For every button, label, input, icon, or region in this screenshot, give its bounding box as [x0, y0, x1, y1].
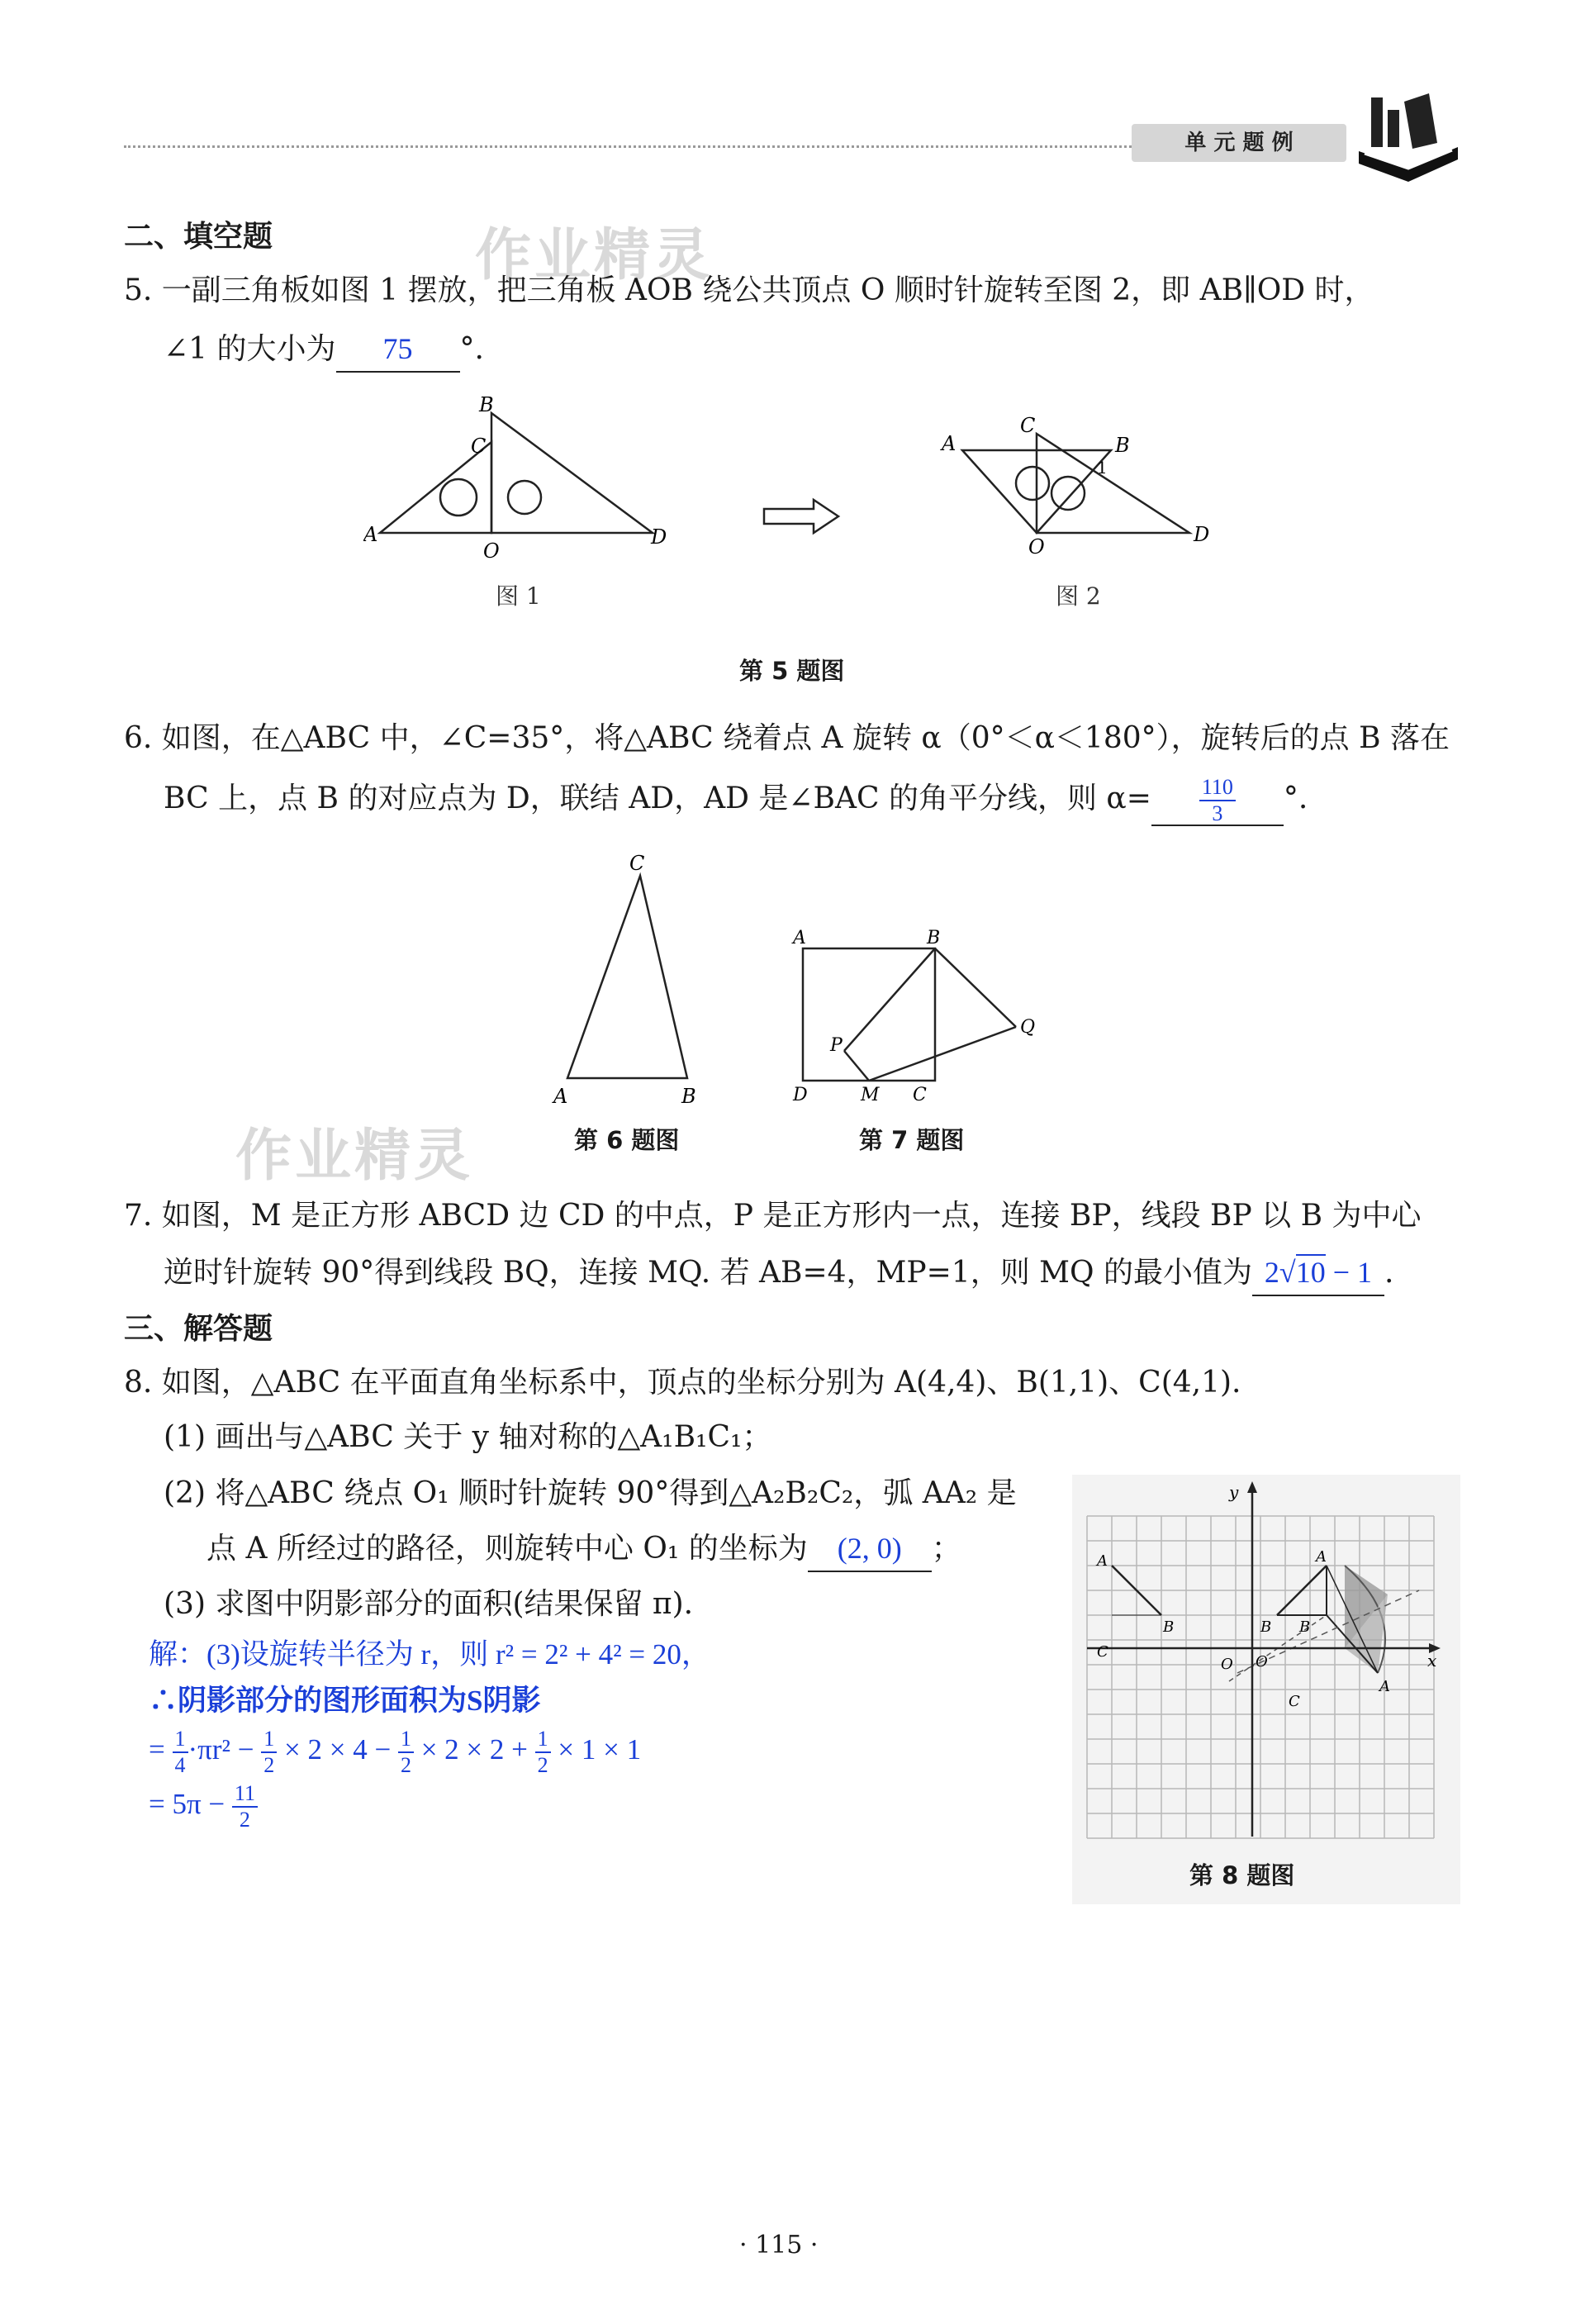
section-title-fill-blank: 二、填空题 — [124, 220, 273, 254]
svg-text:C: C — [1020, 414, 1036, 437]
svg-text:O: O — [1028, 535, 1045, 558]
q8-part2-line2-prefix: 点 A 所经过的路径，则旋转中心 O₁ 的坐标为 — [206, 1532, 808, 1566]
q7-line2-prefix: 逆时针旋转 90°得到线段 BQ，连接 MQ. 若 AB=4，MP=1，则 MQ 的最小值为 — [164, 1256, 1252, 1290]
q6-line2-suffix: °. — [1283, 782, 1308, 815]
q6-answer-numerator: 110 — [1199, 777, 1236, 801]
section-title-solution: 三、解答题 — [124, 1312, 273, 1346]
q8-part2-answer: (2, 0) — [837, 1532, 902, 1565]
svg-text:y: y — [1229, 1482, 1239, 1502]
svg-text:A: A — [553, 1085, 568, 1108]
sol-f2-num: 1 — [261, 1728, 277, 1753]
svg-text:B: B — [1115, 434, 1130, 457]
q7-line2 — [164, 1251, 1393, 1296]
q8-solution-line2: ∴阴影部分的图形面积为S阴影 — [149, 1685, 541, 1717]
svg-text:B: B — [479, 397, 494, 416]
sol-f2-den: 2 — [263, 1753, 275, 1777]
watermark-top: 作业精灵 — [475, 223, 714, 288]
q8-line1: 8. 如图，△ABC 在平面直角坐标系中，顶点的坐标分别为 A(4,4)、B(1,1)、C(4,1). — [124, 1366, 1241, 1400]
q5-line1: 5. 一副三角板如图 1 摆放，把三角板 AOB 绕公共顶点 O 顺时针旋转至图 2，即 AB∥OD 时， — [124, 273, 1374, 307]
q5-line2 — [164, 327, 484, 373]
q6-line1: 6. 如图，在△ABC 中，∠C=35°，将△ABC 绕着点 A 旋转 α（0°＜α＜180°），旋转后的点 B 落在 — [124, 721, 1450, 755]
sol-result: = 5π − — [149, 1788, 225, 1821]
sol-term-c: × 2 × 2 + — [420, 1733, 528, 1766]
q8-part1: (1) 画出与△ABC 关于 y 轴对称的△A₁B₁C₁； — [164, 1420, 772, 1454]
q5-figure-1 — [363, 397, 677, 562]
q7-caption: 第 7 题图 — [859, 1126, 965, 1154]
q6-answer-denominator: 3 — [1212, 801, 1223, 825]
header-dotted-rule — [124, 145, 1132, 148]
svg-text:A: A — [942, 432, 957, 455]
svg-text:P: P — [830, 1035, 843, 1056]
q5-caption: 第 5 题图 — [739, 657, 845, 685]
svg-text:B: B — [1299, 1618, 1311, 1636]
svg-text:A: A — [1097, 1552, 1108, 1570]
svg-text:A: A — [1379, 1678, 1390, 1695]
q7-line2-suffix: . — [1384, 1256, 1394, 1290]
q8-part3: (3) 求图中阴影部分的面积(结果保留 π). — [164, 1587, 694, 1621]
sol-f4-den: 2 — [537, 1753, 548, 1777]
sol-f1-num: 1 — [173, 1728, 188, 1753]
q5-line2-suffix: °. — [459, 332, 484, 366]
svg-text:C: C — [1097, 1643, 1108, 1661]
q8-solution-line4 — [149, 1783, 258, 1831]
sol-f4-num: 1 — [535, 1728, 551, 1753]
unit-label-box: 单 元 题 例 — [1132, 124, 1346, 162]
svg-text:C: C — [629, 852, 645, 875]
q7-answer-radicand: 10 — [1295, 1256, 1326, 1289]
q5-answer: 75 — [382, 332, 413, 365]
sol-f5-den: 2 — [239, 1808, 250, 1832]
sol-f5-num: 11 — [232, 1783, 258, 1808]
svg-text:M: M — [861, 1085, 880, 1105]
sol-term-d: × 1 × 1 — [558, 1733, 642, 1766]
sol-term-a: ·πr² − — [188, 1733, 254, 1766]
q6-answer — [1199, 777, 1236, 825]
q6-line2-prefix: BC 上，点 B 的对应点为 D，联结 AD，AD 是∠BAC 的角平分线，则 α= — [164, 782, 1151, 815]
q8-solution-line3 — [149, 1728, 641, 1776]
q8-solution-line1: 解：(3)设旋转半径为 r，则 r² = 2² + 4² = 20， — [149, 1638, 710, 1671]
svg-text:B: B — [927, 928, 941, 948]
q8-part2-line2 — [206, 1527, 961, 1572]
sol-f1-den: 4 — [174, 1753, 186, 1777]
right-arrow-icon — [760, 496, 843, 537]
q7-line1: 7. 如图，M 是正方形 ABCD 边 CD 的中点，P 是正方形内一点，连接 BP，线段 BP 以 B 为中心 — [124, 1199, 1422, 1233]
q7-answer: 2√10 − 1 — [1264, 1256, 1372, 1289]
q5-fig2-caption: 图 2 — [1056, 582, 1101, 610]
q8-coordinate-figure — [1072, 1475, 1460, 1904]
q8-part2-line2-suffix: ； — [931, 1532, 961, 1566]
svg-text:B: B — [681, 1085, 696, 1108]
svg-text:O: O — [483, 539, 500, 562]
svg-text:B: B — [1260, 1618, 1272, 1636]
q5-figure-2 — [933, 409, 1239, 558]
svg-text:O: O — [1256, 1653, 1268, 1671]
svg-text:A: A — [793, 928, 806, 948]
book-logo-icon — [1355, 89, 1462, 184]
svg-text:B: B — [1163, 1618, 1175, 1636]
q6-line2 — [164, 777, 1308, 826]
q6-figure — [545, 847, 727, 1111]
sol-f3-den: 2 — [400, 1753, 411, 1777]
svg-text:A: A — [363, 523, 378, 546]
q8-caption: 第 8 题图 — [1189, 1861, 1295, 1889]
svg-text:A: A — [1316, 1548, 1327, 1566]
q8-part2-line1: (2) 将△ABC 绕点 O₁ 顺时针旋转 90°得到△A₂B₂C₂，弧 AA₂ 是 — [164, 1476, 1017, 1510]
svg-text:Q: Q — [1020, 1017, 1036, 1038]
sol-term-b: × 2 × 4 − — [283, 1733, 392, 1766]
svg-text:D: D — [793, 1085, 808, 1105]
sol-f3-num: 1 — [398, 1728, 414, 1753]
q7-answer-tail: − 1 — [1325, 1256, 1372, 1289]
q5-line2-prefix: ∠1 的大小为 — [164, 332, 336, 366]
svg-text:D: D — [1194, 523, 1210, 546]
sol-eq: = — [149, 1733, 165, 1766]
svg-text:O: O — [1221, 1656, 1233, 1673]
svg-text:x: x — [1427, 1651, 1437, 1671]
svg-text:D: D — [651, 525, 667, 549]
q6-caption: 第 6 题图 — [574, 1126, 680, 1154]
svg-text:1: 1 — [1097, 458, 1108, 478]
q7-answer-coef: 2 — [1264, 1256, 1279, 1289]
svg-text:C: C — [913, 1085, 927, 1105]
watermark-middle: 作业精灵 — [235, 1124, 474, 1189]
page-number: · 115 · — [739, 2231, 819, 2260]
svg-text:C: C — [471, 435, 487, 458]
q5-fig1-caption: 图 1 — [496, 582, 541, 610]
q7-figure — [785, 925, 1049, 1107]
svg-text:C: C — [1289, 1693, 1300, 1710]
